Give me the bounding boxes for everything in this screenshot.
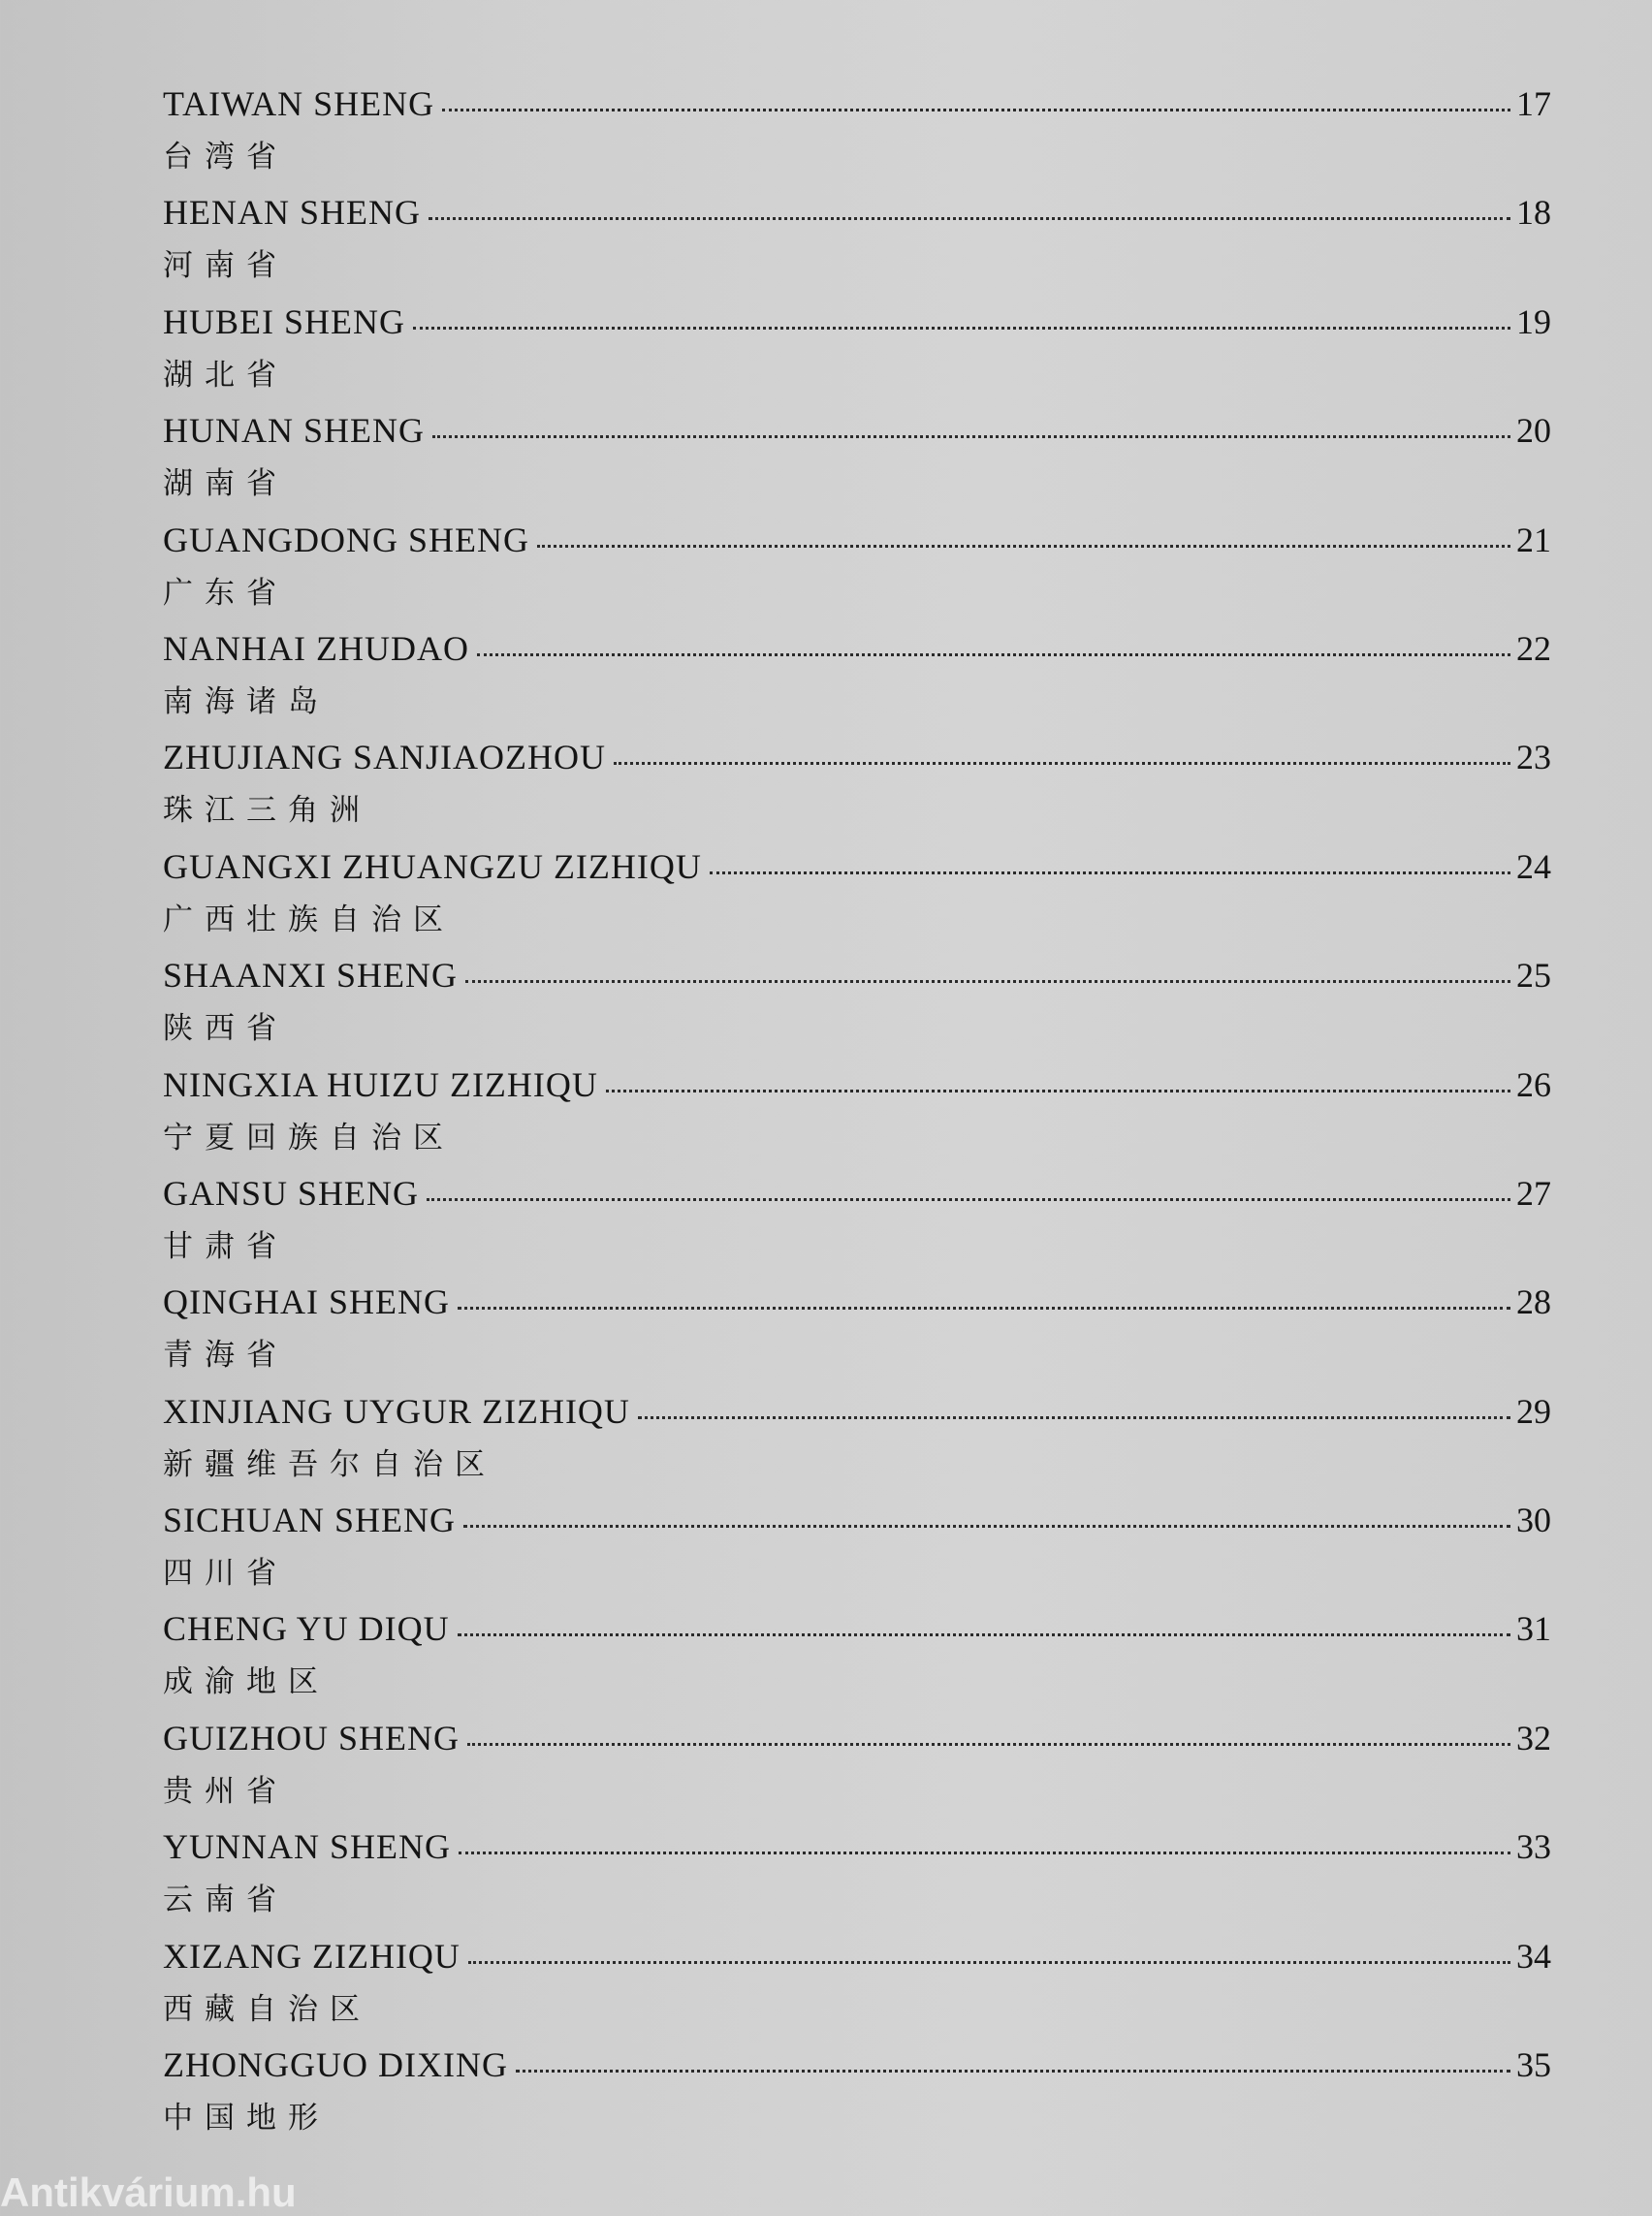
toc-entry-chinese-title: 云南省 [163, 1883, 288, 1918]
toc-entry [163, 83, 1551, 192]
toc-entry-page-number: 23 [1516, 738, 1551, 777]
dot-leader [427, 1198, 1510, 1201]
toc-entry [163, 410, 1551, 519]
dot-leader [516, 2070, 1510, 2073]
toc-entry [163, 192, 1551, 301]
dot-leader [468, 1961, 1510, 1964]
table-of-contents [163, 83, 1551, 2153]
toc-entry-line [163, 1608, 1551, 1653]
toc-entry-page-number: 30 [1516, 1501, 1551, 1540]
toc-entry-title: ZHUJIANG SANJIAOZHOU [163, 738, 606, 777]
toc-entry-title: GUANGXI ZHUANGZU ZIZHIQU [163, 846, 702, 886]
toc-entry [163, 846, 1551, 955]
toc-entry [163, 1608, 1551, 1717]
toc-entry [163, 1826, 1551, 1935]
dot-leader [458, 1307, 1510, 1310]
toc-entry-line [163, 1936, 1551, 1980]
toc-entry-chinese-title: 广西壮族自治区 [163, 902, 455, 937]
toc-entry-title: HUNAN SHENG [163, 411, 425, 451]
toc-entry-title: XIZANG ZIZHIQU [163, 1936, 461, 1976]
dot-leader [413, 327, 1510, 330]
toc-entry-line [163, 1282, 1551, 1326]
dot-leader [537, 545, 1510, 548]
toc-entry-line [163, 1173, 1551, 1218]
dot-leader [477, 653, 1510, 656]
toc-entry-line [163, 301, 1551, 346]
toc-entry-page-number: 28 [1516, 1282, 1551, 1322]
toc-entry [163, 1282, 1551, 1390]
toc-entry [163, 1718, 1551, 1826]
toc-entry-title: GANSU SHENG [163, 1173, 420, 1213]
toc-entry-chinese-title: 河南省 [163, 248, 288, 284]
toc-entry-page-number: 20 [1516, 411, 1551, 451]
toc-entry-page-number: 22 [1516, 628, 1551, 668]
toc-entry-page-number: 19 [1516, 301, 1551, 341]
toc-entry-page-number: 29 [1516, 1391, 1551, 1431]
toc-entry-chinese-title: 新疆维吾尔自治区 [163, 1446, 496, 1482]
toc-entry [163, 1500, 1551, 1608]
watermark: Antikvárium.hu [0, 2169, 297, 2215]
toc-entry-chinese-title: 台湾省 [163, 140, 288, 174]
dot-leader [614, 762, 1510, 765]
toc-entry-line [163, 192, 1551, 237]
toc-entry-chinese-title: 珠江三角洲 [163, 793, 371, 829]
toc-entry-chinese-title: 湖北省 [163, 357, 288, 393]
toc-entry-line [163, 83, 1551, 128]
toc-entry-line [163, 1718, 1551, 1762]
toc-entry-chinese-title: 甘肃省 [163, 1228, 288, 1264]
toc-entry-title: HUBEI SHENG [163, 301, 405, 341]
toc-entry-page-number: 27 [1516, 1173, 1551, 1213]
toc-entry-chinese-title: 南海诸岛 [163, 683, 330, 719]
toc-entry-title: GUANGDONG SHENG [163, 520, 529, 559]
toc-entry [163, 955, 1551, 1063]
toc-entry [163, 1173, 1551, 1282]
toc-entry-page-number: 31 [1516, 1609, 1551, 1649]
toc-entry-page-number: 25 [1516, 956, 1551, 996]
toc-entry [163, 2044, 1551, 2153]
toc-entry [163, 301, 1551, 410]
toc-entry-title: TAIWAN SHENG [163, 84, 435, 123]
toc-entry-page-number: 21 [1516, 520, 1551, 559]
dot-leader [432, 435, 1510, 438]
dot-leader [458, 1633, 1510, 1636]
dot-leader [606, 1090, 1510, 1092]
toc-entry-line [163, 846, 1551, 891]
toc-entry-title: YUNNAN SHENG [163, 1827, 451, 1867]
toc-entry-title: QINGHAI SHENG [163, 1282, 450, 1322]
toc-entry-line [163, 737, 1551, 781]
toc-entry-page-number: 35 [1516, 2045, 1551, 2085]
toc-entry-line [163, 520, 1551, 564]
toc-entry [163, 1064, 1551, 1173]
dot-leader [463, 1525, 1510, 1528]
toc-entry-chinese-title: 贵州省 [163, 1773, 288, 1809]
toc-entry-title: SHAANXI SHENG [163, 956, 459, 996]
toc-entry-line [163, 1826, 1551, 1871]
dot-leader [638, 1416, 1510, 1419]
toc-entry-line [163, 2044, 1551, 2089]
toc-entry-title: XINJIANG UYGUR ZIZHIQU [163, 1391, 630, 1431]
toc-entry [163, 628, 1551, 737]
toc-entry-page-number: 33 [1516, 1827, 1551, 1867]
toc-entry-chinese-title: 四川省 [163, 1556, 288, 1592]
toc-entry-page-number: 34 [1516, 1936, 1551, 1976]
toc-entry-page-number: 17 [1516, 84, 1551, 123]
toc-entry [163, 737, 1551, 845]
toc-entry-title: GUIZHOU SHENG [163, 1718, 460, 1757]
toc-entry-chinese-title: 广东省 [163, 575, 288, 611]
toc-entry-page-number: 32 [1516, 1718, 1551, 1757]
toc-entry-title: NANHAI ZHUDAO [163, 628, 469, 668]
toc-entry-chinese-title: 湖南省 [163, 466, 288, 502]
toc-entry-title: CHENG YU DIQU [163, 1609, 450, 1649]
toc-entry-page-number: 18 [1516, 193, 1551, 233]
toc-entry-line [163, 1064, 1551, 1109]
dot-leader [442, 109, 1510, 111]
dot-leader [465, 980, 1510, 983]
toc-entry-line [163, 628, 1551, 673]
dot-leader [459, 1852, 1510, 1854]
dot-leader [710, 871, 1510, 874]
toc-entry [163, 520, 1551, 628]
toc-entry-chinese-title: 青海省 [163, 1338, 288, 1374]
toc-entry-title: SICHUAN SHENG [163, 1501, 457, 1540]
dot-leader [467, 1743, 1510, 1746]
toc-entry-page-number: 24 [1516, 846, 1551, 886]
toc-entry [163, 1936, 1551, 2044]
toc-entry-line [163, 955, 1551, 999]
toc-entry [163, 1391, 1551, 1500]
toc-entry-title: HENAN SHENG [163, 193, 421, 233]
toc-entry-line [163, 1391, 1551, 1436]
toc-entry-chinese-title: 宁夏回族自治区 [163, 1120, 455, 1155]
toc-entry-chinese-title: 成渝地区 [163, 1664, 330, 1700]
toc-entry-line [163, 1500, 1551, 1544]
toc-entry-page-number: 26 [1516, 1064, 1551, 1104]
dot-leader [429, 217, 1510, 220]
toc-entry-chinese-title: 中国地形 [163, 2101, 330, 2137]
toc-entry-chinese-title: 西藏自治区 [163, 1991, 371, 2027]
toc-entry-chinese-title: 陕西省 [163, 1011, 288, 1047]
toc-entry-title: ZHONGGUO DIXING [163, 2045, 508, 2085]
toc-entry-title: NINGXIA HUIZU ZIZHIQU [163, 1064, 598, 1104]
toc-entry-line [163, 410, 1551, 455]
